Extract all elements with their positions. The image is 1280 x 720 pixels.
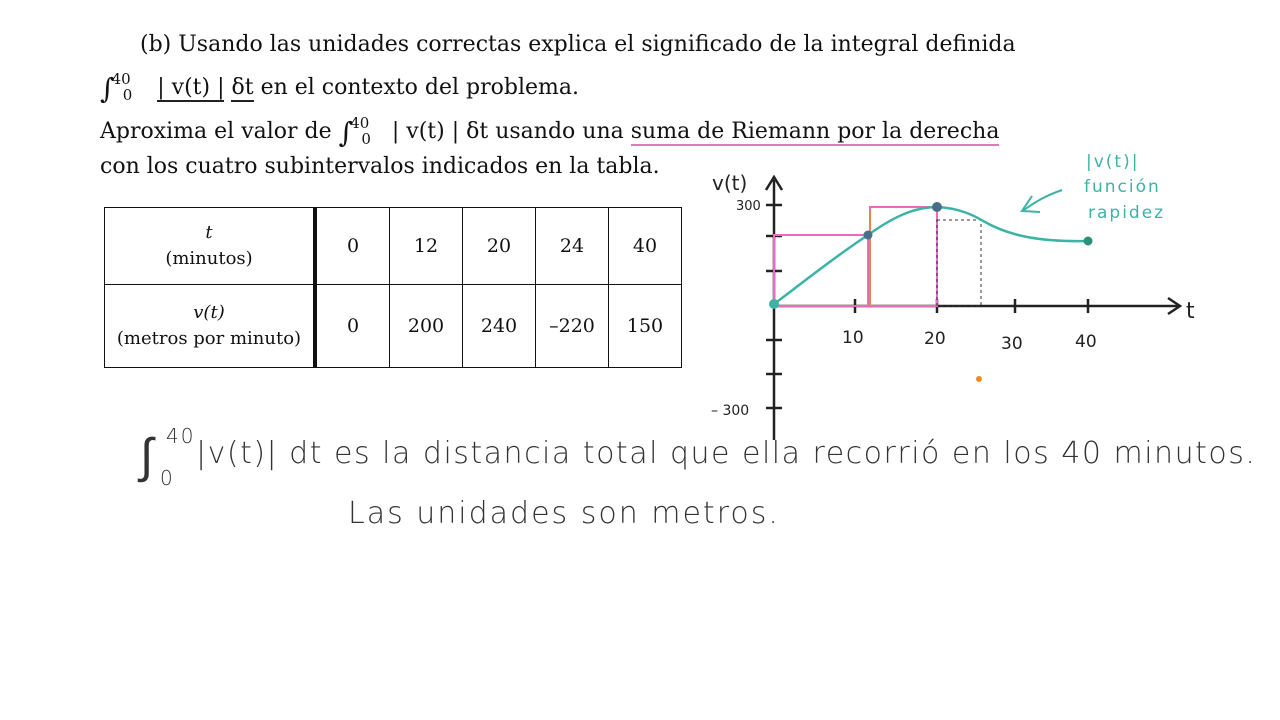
x-tick-label: 40 [1075, 332, 1097, 352]
handwritten-line-1: |v(t)| dt es la distancia total que ella recorrió en los 40 minutos. [196, 436, 1257, 471]
t-unit: (minutos) [165, 248, 253, 269]
table-cell: 150 [609, 285, 682, 368]
table-cell: 0 [315, 285, 390, 368]
note-abs: |v(t)| [1086, 152, 1140, 172]
table-cell: –220 [536, 285, 609, 368]
x-tick-label: 30 [1001, 334, 1023, 354]
table-cell: 200 [390, 285, 463, 368]
delta-t: δt [231, 75, 254, 100]
line2-text: en el contexto del problema. [260, 75, 579, 100]
vt-label: v(t) [193, 302, 225, 323]
table-cell: 20 [463, 208, 536, 285]
integral-lower-limit: 0 [122, 86, 133, 104]
integral-upper-limit: 40 [111, 70, 131, 88]
curve-point [864, 231, 873, 240]
line4-text: con los cuatro subintervalos indicados en la tabla. [100, 154, 660, 179]
hand-integral-lower: 0 [160, 466, 175, 490]
line3-mid: usando una [495, 119, 624, 144]
orange-dot [976, 376, 982, 382]
note-rapidez: rapidez [1088, 203, 1166, 223]
speed-curve [774, 207, 1088, 304]
t-label: t [205, 222, 213, 243]
y-tick-label-top: 300 [736, 199, 761, 214]
abs-velocity-expr: | v(t) | [157, 75, 225, 100]
curve-point [932, 202, 942, 212]
handwritten-integral [140, 428, 155, 484]
table-cell: 24 [536, 208, 609, 285]
integral-lower-limit-2: 0 [361, 130, 371, 148]
part-b-text: (b) Usando las unidades correctas explica el significado de la integral definida [140, 32, 1016, 57]
note-funcion: función [1084, 177, 1161, 197]
table-cell: 0 [315, 208, 390, 285]
dashed-rect [937, 220, 981, 306]
table-cell: 240 [463, 285, 536, 368]
abs-velocity-expr-2: | v(t) | [391, 119, 460, 144]
riemann-sum-phrase: suma de Riemann por la derecha [630, 119, 1000, 144]
curve-point [769, 299, 779, 309]
y-axis-label: v(t) [712, 171, 748, 195]
vt-unit: (metros por minuto) [116, 328, 302, 349]
x-axis-label: t [1186, 299, 1195, 324]
table-cell: 40 [609, 208, 682, 285]
integral-upper-limit-2: 40 [350, 114, 370, 132]
hand-integral-upper: 40 [166, 424, 196, 448]
table-cell: 12 [390, 208, 463, 285]
handwritten-line-2: Las unidades son metros. [348, 496, 780, 531]
integral-sign: ∫ [100, 72, 115, 105]
riemann-rect-2 [870, 207, 937, 306]
curve-point [1084, 237, 1093, 246]
line3-start: Aproxima el valor de [100, 119, 332, 144]
y-tick-label-bottom: – 300 [711, 403, 750, 419]
hand-integral-sign: ∫ [140, 428, 156, 484]
x-tick-label: 10 [842, 328, 864, 348]
delta-t-2: δt [466, 119, 489, 144]
x-tick-label: 20 [924, 329, 946, 349]
integral-sign-2: ∫ [338, 116, 354, 149]
